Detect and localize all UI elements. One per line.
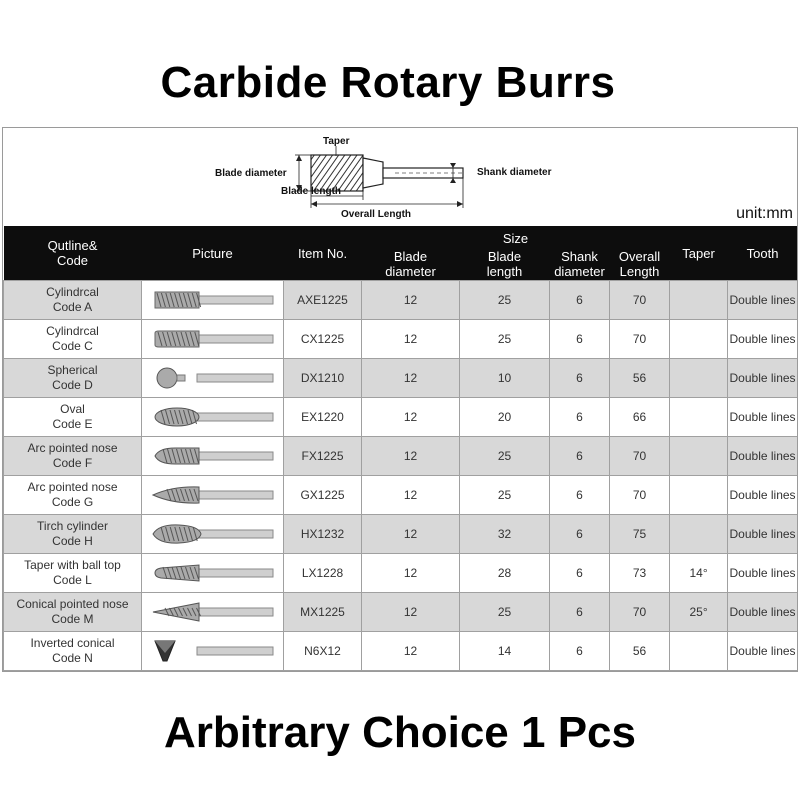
blade-length-cell: 25 — [460, 320, 550, 359]
table-row — [4, 398, 798, 437]
burr-picture — [142, 515, 284, 554]
taper-cell — [670, 632, 728, 671]
taper-cell — [670, 320, 728, 359]
tooth-cell: Double lines — [728, 632, 798, 671]
shank-diameter-cell: 6 — [550, 359, 610, 398]
burr-dimension-drawing — [3, 128, 797, 226]
burr-picture — [142, 359, 284, 398]
taper-ball-burr-icon — [149, 557, 277, 589]
item-no-cell: LX1228 — [284, 554, 362, 593]
taper-cell — [670, 437, 728, 476]
blade-diameter-cell: 12 — [362, 554, 460, 593]
header-overall-length: Overall Length — [610, 247, 670, 281]
cone-burr-icon — [149, 596, 277, 628]
header-blade-diameter: Blade diameter — [362, 247, 460, 281]
taper-cell — [670, 476, 728, 515]
overall-length-cell: 56 — [610, 632, 670, 671]
table-row — [4, 359, 798, 398]
shank-diameter-cell: 6 — [550, 398, 610, 437]
item-no-cell: EX1220 — [284, 398, 362, 437]
blade-length-label: Blade length — [281, 186, 342, 197]
table-row — [4, 593, 798, 632]
table-header — [4, 226, 798, 281]
cylinder-square-burr-icon — [149, 284, 277, 316]
blade-diameter-cell: 12 — [362, 437, 460, 476]
item-no-cell: GX1225 — [284, 476, 362, 515]
blade-length-cell: 20 — [460, 398, 550, 437]
outline-code-cell: Tirch cylinder Code H — [4, 515, 142, 554]
burr-picture — [142, 398, 284, 437]
header-item-no: Item No. — [284, 226, 362, 281]
header-taper: Taper — [670, 226, 728, 281]
blade-length-cell: 10 — [460, 359, 550, 398]
blade-length-cell: 14 — [460, 632, 550, 671]
burr-picture — [142, 281, 284, 320]
burr-picture — [142, 632, 284, 671]
arc-nose-burr-icon — [149, 440, 277, 472]
outline-code-cell: Cylindrcal Code A — [4, 281, 142, 320]
footer-banner: Arbitrary Choice 1 Pcs — [164, 708, 636, 757]
blade-diameter-cell: 12 — [362, 359, 460, 398]
taper-cell — [670, 359, 728, 398]
table-row — [4, 515, 798, 554]
item-no-cell: HX1232 — [284, 515, 362, 554]
blade-diameter-cell: 12 — [362, 515, 460, 554]
arc-pointed-burr-icon — [149, 479, 277, 511]
tooth-cell: Double lines — [728, 554, 798, 593]
taper-cell — [670, 398, 728, 437]
cylinder-round-burr-icon — [149, 323, 277, 355]
header-outline-code: Qutline& Code — [4, 226, 142, 281]
header-size: Size — [362, 226, 670, 247]
burr-picture — [142, 437, 284, 476]
tooth-cell: Double lines — [728, 515, 798, 554]
unit-label: unit:mm — [736, 205, 793, 222]
overall-length-cell: 70 — [610, 476, 670, 515]
blade-length-cell: 25 — [460, 281, 550, 320]
outline-code-cell: Oval Code E — [4, 398, 142, 437]
outline-code-cell: Conical pointed nose Code M — [4, 593, 142, 632]
outline-code-cell: Inverted conical Code N — [4, 632, 142, 671]
overall-length-cell: 56 — [610, 359, 670, 398]
table-row — [4, 632, 798, 671]
taper-cell — [670, 515, 728, 554]
outline-code-cell: Cylindrcal Code C — [4, 320, 142, 359]
oval-burr-icon — [149, 401, 277, 433]
overall-length-cell: 75 — [610, 515, 670, 554]
flame-burr-icon — [149, 518, 277, 550]
burr-picture — [142, 554, 284, 593]
spec-table — [3, 226, 798, 671]
tooth-cell: Double lines — [728, 281, 798, 320]
tooth-cell: Double lines — [728, 476, 798, 515]
blade-diameter-cell: 12 — [362, 320, 460, 359]
tooth-cell: Double lines — [728, 320, 798, 359]
item-no-cell: CX1225 — [284, 320, 362, 359]
taper-cell: 25° — [670, 593, 728, 632]
header-picture: Picture — [142, 226, 284, 281]
shank-diameter-cell: 6 — [550, 632, 610, 671]
tooth-cell: Double lines — [728, 437, 798, 476]
shank-diameter-cell: 6 — [550, 281, 610, 320]
shank-diameter-cell: 6 — [550, 437, 610, 476]
shank-diameter-cell: 6 — [550, 476, 610, 515]
overall-length-cell: 66 — [610, 398, 670, 437]
taper-cell — [670, 281, 728, 320]
tooth-cell: Double lines — [728, 359, 798, 398]
outline-code-cell: Spherical Code D — [4, 359, 142, 398]
tooth-cell: Double lines — [728, 398, 798, 437]
blade-length-cell: 28 — [460, 554, 550, 593]
burr-picture — [142, 476, 284, 515]
table-row — [4, 437, 798, 476]
item-no-cell: FX1225 — [284, 437, 362, 476]
outline-code-cell: Arc pointed nose Code F — [4, 437, 142, 476]
page-title: Carbide Rotary Burrs — [160, 58, 616, 107]
ball-burr-icon — [149, 362, 277, 394]
inverted-cone-burr-icon — [149, 635, 277, 667]
item-no-cell: AXE1225 — [284, 281, 362, 320]
spec-table-frame — [2, 127, 798, 672]
dimension-diagram — [3, 128, 797, 226]
overall-length-cell: 70 — [610, 320, 670, 359]
blade-length-cell: 25 — [460, 476, 550, 515]
table-body — [4, 281, 798, 671]
blade-length-cell: 25 — [460, 437, 550, 476]
table-row — [4, 554, 798, 593]
taper-label: Taper — [323, 136, 350, 147]
taper-cell: 14° — [670, 554, 728, 593]
overall-length-cell: 70 — [610, 281, 670, 320]
shank-diameter-cell: 6 — [550, 515, 610, 554]
blade-length-cell: 25 — [460, 593, 550, 632]
overall-length-cell: 70 — [610, 593, 670, 632]
blade-diameter-cell: 12 — [362, 281, 460, 320]
item-no-cell: DX1210 — [284, 359, 362, 398]
outline-code-cell: Taper with ball top Code L — [4, 554, 142, 593]
tooth-cell: Double lines — [728, 593, 798, 632]
blade-length-cell: 32 — [460, 515, 550, 554]
outline-code-cell: Arc pointed nose Code G — [4, 476, 142, 515]
shank-diameter-cell: 6 — [550, 554, 610, 593]
item-no-cell: N6X12 — [284, 632, 362, 671]
header-blade-length: Blade length — [460, 247, 550, 281]
table-row — [4, 281, 798, 320]
blade-diameter-cell: 12 — [362, 593, 460, 632]
blade-diameter-label: Blade diameter — [215, 168, 287, 179]
header-tooth: Tooth — [728, 226, 798, 281]
shank-diameter-cell: 6 — [550, 320, 610, 359]
burr-picture — [142, 593, 284, 632]
overall-length-cell: 73 — [610, 554, 670, 593]
header-shank-diameter: Shank diameter — [550, 247, 610, 281]
overall-length-label: Overall Length — [341, 209, 412, 220]
item-no-cell: MX1225 — [284, 593, 362, 632]
table-row — [4, 476, 798, 515]
blade-diameter-cell: 12 — [362, 398, 460, 437]
shank-diameter-label: Shank diameter — [477, 167, 552, 178]
blade-diameter-cell: 12 — [362, 476, 460, 515]
table-row — [4, 320, 798, 359]
shank-diameter-cell: 6 — [550, 593, 610, 632]
burr-picture — [142, 320, 284, 359]
blade-diameter-cell: 12 — [362, 632, 460, 671]
overall-length-cell: 70 — [610, 437, 670, 476]
